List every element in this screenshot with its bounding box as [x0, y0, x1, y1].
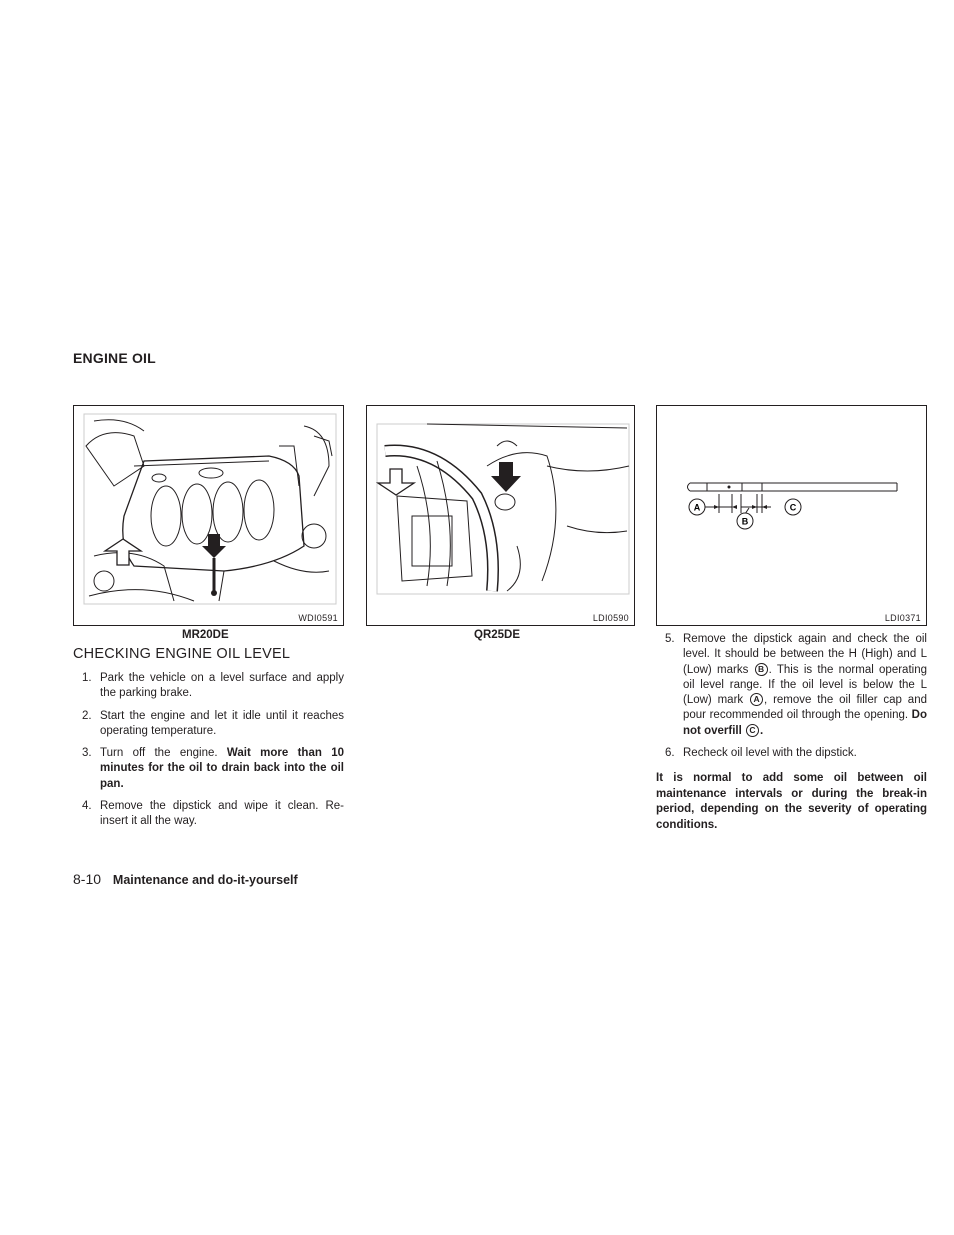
note: It is normal to add some oil between oil maintenance intervals or during the break-in period, depending on the severity of operating conditions. [656, 772, 927, 832]
dipstick-label-b [737, 513, 753, 529]
figure-mr20de [73, 405, 344, 626]
steps-list [73, 671, 344, 837]
figure-caption-mr20de: MR20DE [182, 629, 229, 641]
step-text: Park the vehicle on a level surface and apply the parking brake. [100, 672, 344, 700]
page-footer [73, 871, 298, 887]
section-title: ENGINE OIL [73, 350, 156, 366]
label-a-text: A [693, 502, 701, 513]
list-item [73, 746, 344, 792]
label-c-text: C [789, 502, 797, 513]
step-text: Turn off the engine. [100, 747, 218, 760]
figure-dipstick [656, 405, 927, 626]
step-warning: Do not overfill [683, 709, 927, 737]
step-text: . This is the normal operating oil level range. If the oil level is below the L (Low) mark [683, 663, 927, 707]
step-text: Start the engine and let it idle until it reaches operating temperature. [100, 709, 344, 737]
step-text: Recheck oil level with the dipstick. [683, 747, 857, 760]
label-b-text: B [741, 516, 749, 527]
step-number: 3. [82, 747, 92, 760]
step-end: . [759, 724, 764, 737]
step-number: 5. [665, 633, 675, 645]
list-item [656, 632, 927, 739]
list-item [73, 799, 344, 830]
step-warning: Wait more than 10 minutes for the oil to drain back into the oil pan. [100, 747, 344, 790]
figure-code: WDI0591 [298, 613, 338, 623]
figure-code: LDI0590 [592, 613, 629, 623]
steps-list-continued [656, 632, 927, 768]
figure-code: LDI0371 [884, 613, 921, 623]
list-item [73, 709, 344, 740]
list-item [656, 746, 927, 761]
dipstick-label-a [689, 499, 705, 515]
qr25de-engine-illustration [367, 406, 635, 626]
step-number: 1. [82, 672, 92, 684]
step-number: 4. [82, 800, 92, 813]
dipstick-diagram [657, 406, 927, 626]
step-number: 2. [82, 709, 92, 722]
mark-a-icon: A [750, 693, 763, 706]
mark-b-icon: B [755, 663, 768, 676]
figure-caption-qr25de: QR25DE [474, 629, 521, 641]
list-item [73, 671, 344, 702]
step-number: 6. [665, 747, 675, 760]
chapter-title: Maintenance and do-it-yourself [112, 873, 298, 887]
figure-qr25de [366, 405, 635, 626]
mr20de-engine-illustration [74, 406, 344, 626]
step-text: Remove the dipstick again and check the oil level. It should be between the H (High) and L (Low) marks [683, 633, 927, 676]
mark-c-icon: C [746, 724, 759, 737]
dipstick-label-c [785, 499, 801, 515]
step-text: , remove the oil filler cap and pour recommended oil through the opening. [683, 694, 927, 722]
page-number: 8-10 [73, 871, 102, 887]
subheading: CHECKING ENGINE OIL LEVEL [73, 646, 291, 662]
step-text: Remove the dipstick and wipe it clean. Re-insert it all the way. [100, 800, 344, 828]
